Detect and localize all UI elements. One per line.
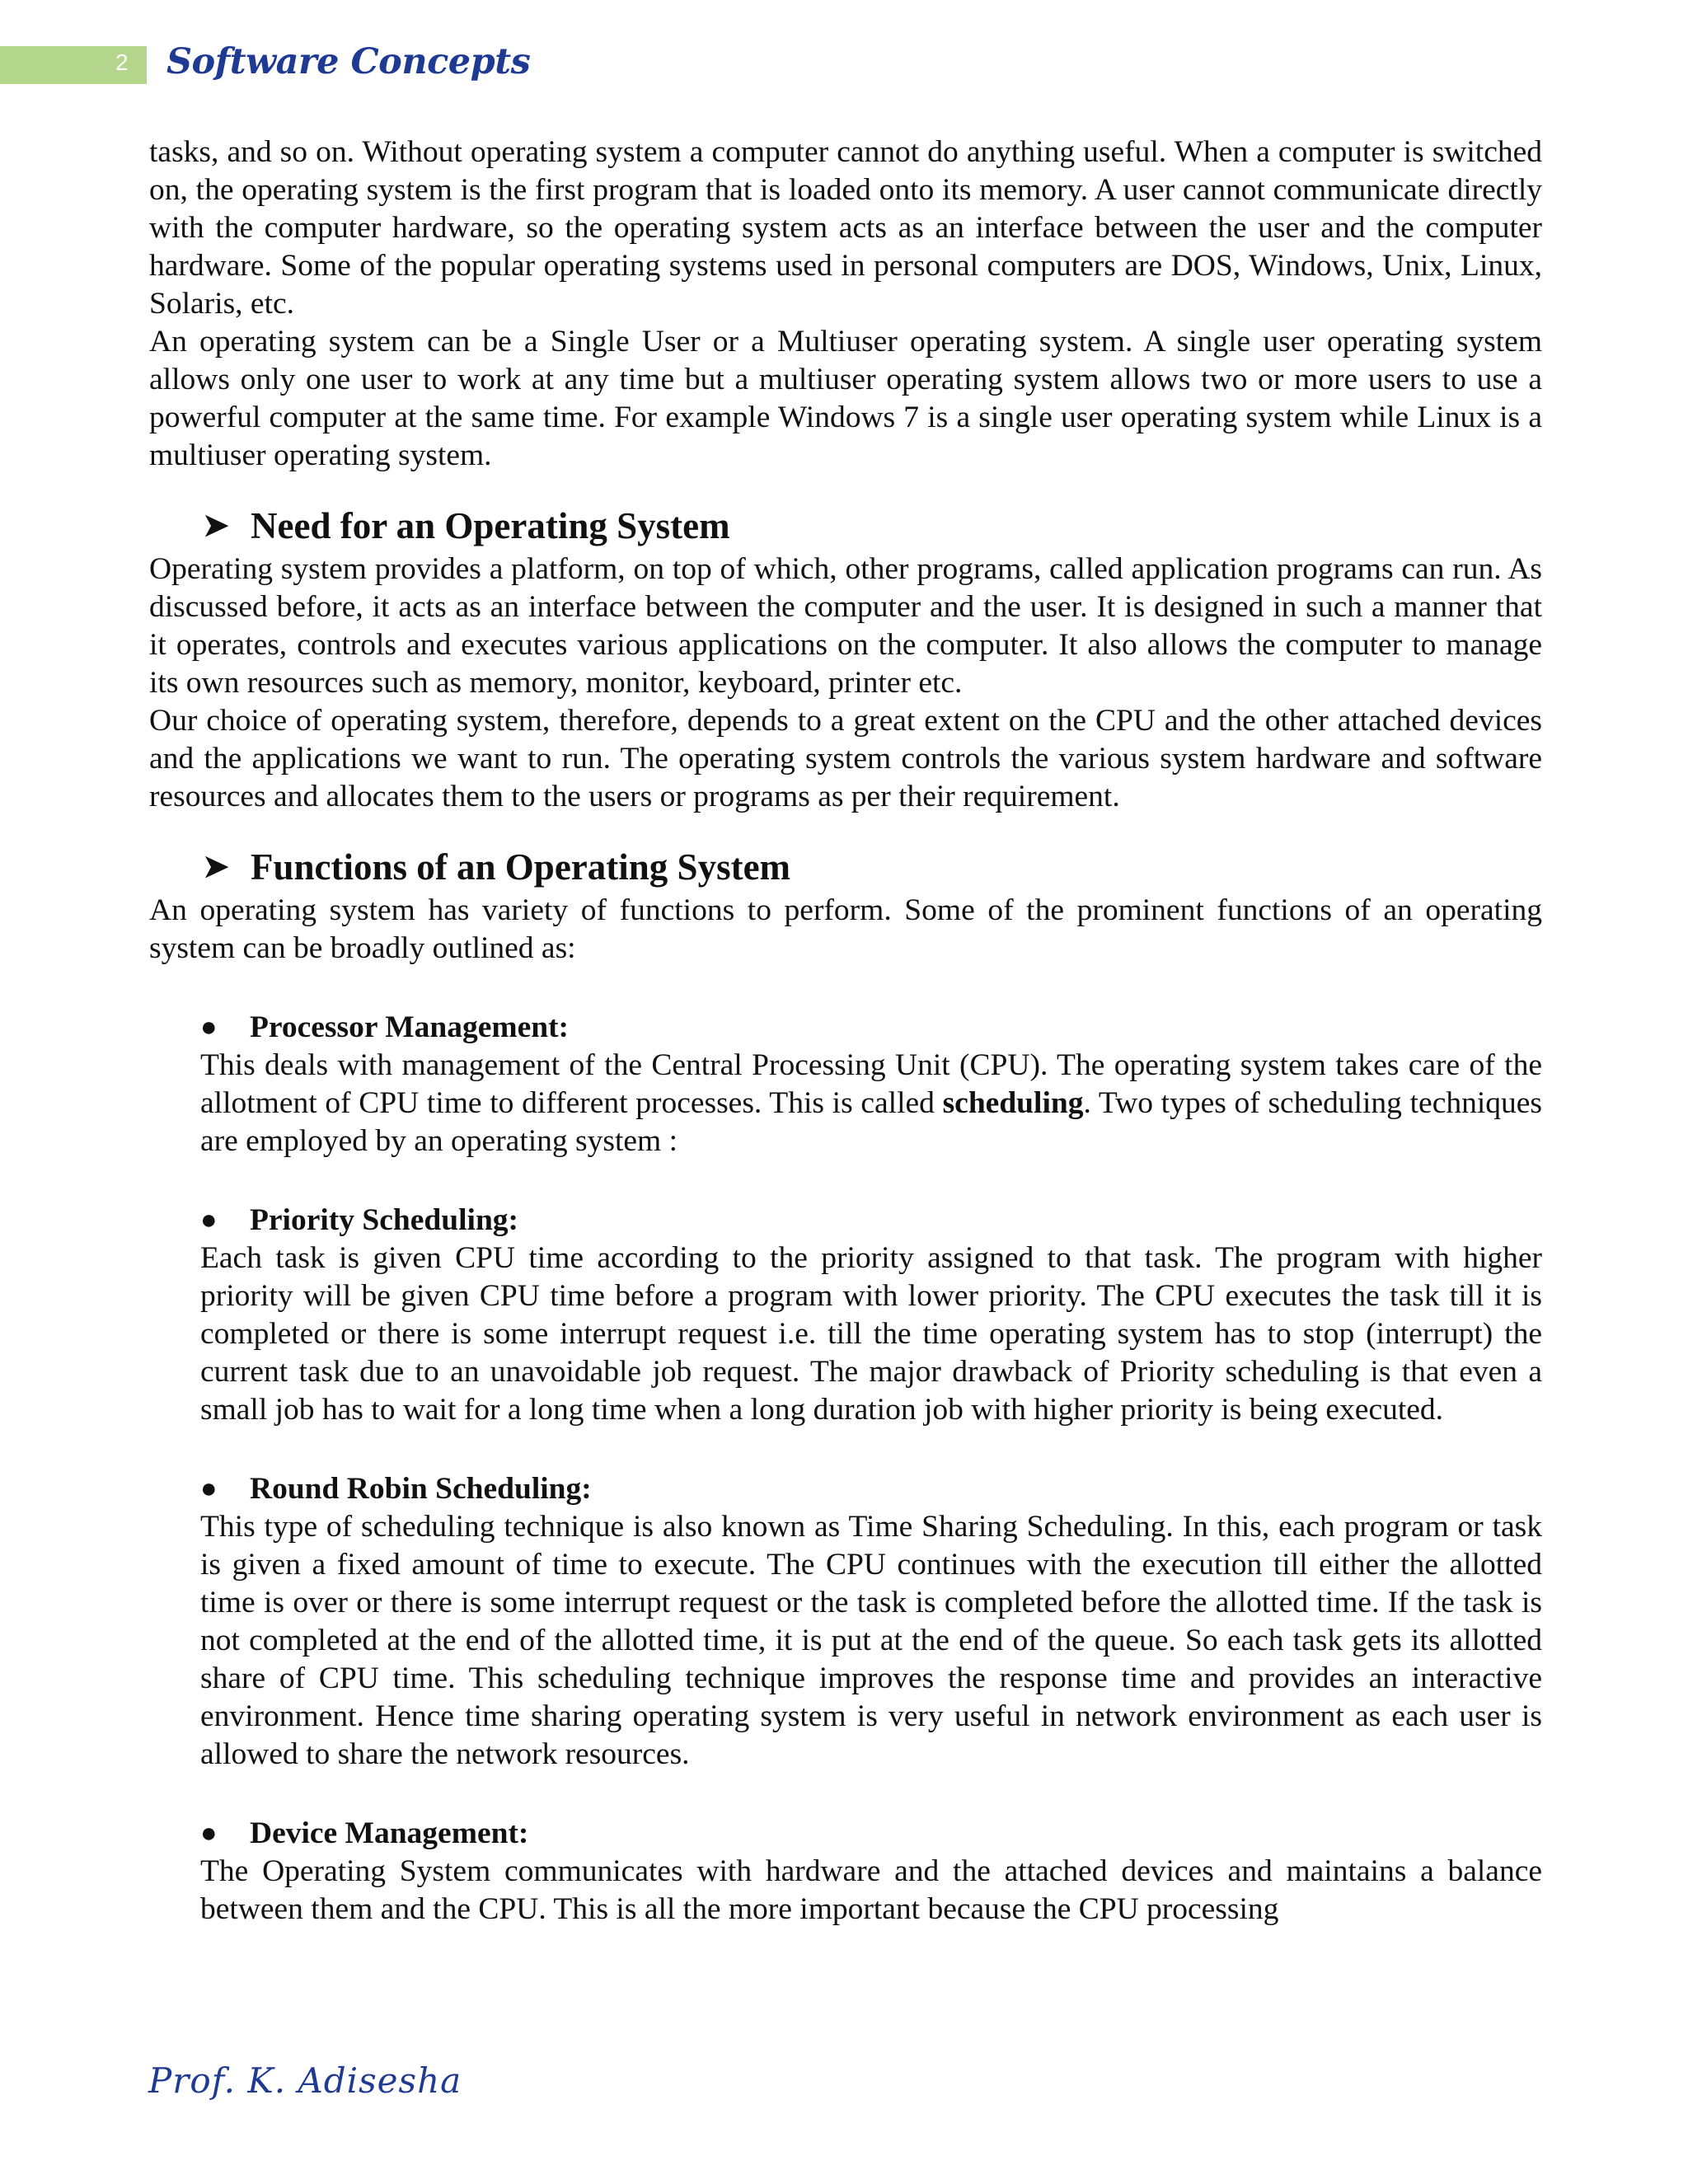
bullet-processor-management [200, 1009, 1542, 1047]
running-header-title: Software Concepts [166, 41, 531, 82]
arrow-bullet-icon: ➤ [203, 850, 229, 884]
arrow-bullet-icon: ➤ [203, 509, 229, 543]
page-number: 2 [115, 49, 129, 75]
bullet-priority-scheduling [200, 1202, 1542, 1240]
bullet-dot-icon: ● [200, 1205, 218, 1235]
processor-management-text: This deals with management of the Central Processing Unit (CPU). The operating system takes care of the allotment of CPU time to different processes. This is called scheduling. Two types of scheduling techniques are employed by an operating system : [200, 1048, 1542, 1158]
section-heading-functions [149, 842, 1542, 892]
page-body [149, 134, 1542, 1929]
bullet-dot-icon: ● [200, 1818, 218, 1849]
need-paragraph-2: Our choice of operating system, therefore, depends to a great extent on the CPU and the other attached devices and the applications we want to run. The operating system controls the various system hardware and software resources and allocates them to the users or programs as per their requirement. [149, 704, 1542, 813]
intro-paragraph-2: An operating system can be a Single User or a Multiuser operating system. A single user operating system allows only one user to work at any time but a multiuser operating system allows two or more users to use a powerful computer at the same time. For example Windows 7 is a single user operating system while Linux is a multiuser operating system. [149, 325, 1542, 472]
bullet-title: Round Robin Scheduling: [250, 1472, 592, 1506]
bullet-title: Processor Management: [250, 1010, 570, 1044]
bullet-title: Priority Scheduling: [250, 1203, 519, 1237]
section-heading-need-text: Need for an Operating System [251, 505, 730, 546]
intro-paragraph-1: tasks, and so on. Without operating system a computer cannot do anything useful. When a computer is switched on, the operating system is the first program that is loaded onto its memory. A user cannot communicate directly with the computer hardware, so the operating system acts as an interface between the user and the computer hardware. Some of the popular operating systems used in personal computers are DOS, Windows, Unix, Linux, Solaris, etc. [149, 135, 1542, 321]
bullet-round-robin-scheduling [200, 1470, 1542, 1508]
section-heading-need [149, 501, 1542, 551]
bullet-dot-icon: ● [200, 1474, 218, 1504]
need-paragraph-1: Operating system provides a platform, on top of which, other programs, called application programs can run. As discussed before, it acts as an interface between the computer and the user. It is designed in such a manner that it operates, controls and executes various applications on the computer. It also allows the computer to manage its own resources such as memory, monitor, keyboard, printer etc. [149, 552, 1542, 700]
bullet-device-management [200, 1815, 1542, 1853]
priority-scheduling-text: Each task is given CPU time according to the priority assigned to that task. The program with higher priority will be given CPU time before a program with lower priority. The CPU executes the task till it is completed or there is some interrupt request i.e. till the time operating system has to stop (interrupt) the current task due to an unavoidable job request. The major drawback of Priority scheduling is that even a small job has to wait for a long time when a long duration job with higher priority is being executed. [200, 1241, 1542, 1427]
functions-intro: An operating system has variety of functions to perform. Some of the prominent functions of an operating system can be broadly outlined as: [149, 893, 1542, 965]
scheduling-term: scheduling [942, 1086, 1084, 1120]
bullet-dot-icon: ● [200, 1012, 218, 1043]
round-robin-scheduling-text: This type of scheduling technique is also known as Time Sharing Scheduling. In this, each program or task is given a fixed amount of time to execute. The CPU continues with the execution till either the allotted time is over or there is some interrupt request or the task is completed before the allotted time. If the task is not completed at the end of the allotted time, it is put at the end of the queue. So each task gets its allotted share of CPU time. This scheduling technique improves the response time and provides an interactive environment. Hence time sharing operating system is very useful in network environment as each user is allowed to share the network resources. [200, 1510, 1542, 1771]
footer-author: Prof. K. Adisesha [148, 2060, 462, 2101]
device-management-text: The Operating System communicates with hardware and the attached devices and maintains a balance between them and the CPU. This is all the more important because the CPU processing [200, 1854, 1542, 1926]
section-heading-functions-text: Functions of an Operating System [251, 846, 791, 888]
bullet-title: Device Management: [250, 1816, 529, 1850]
